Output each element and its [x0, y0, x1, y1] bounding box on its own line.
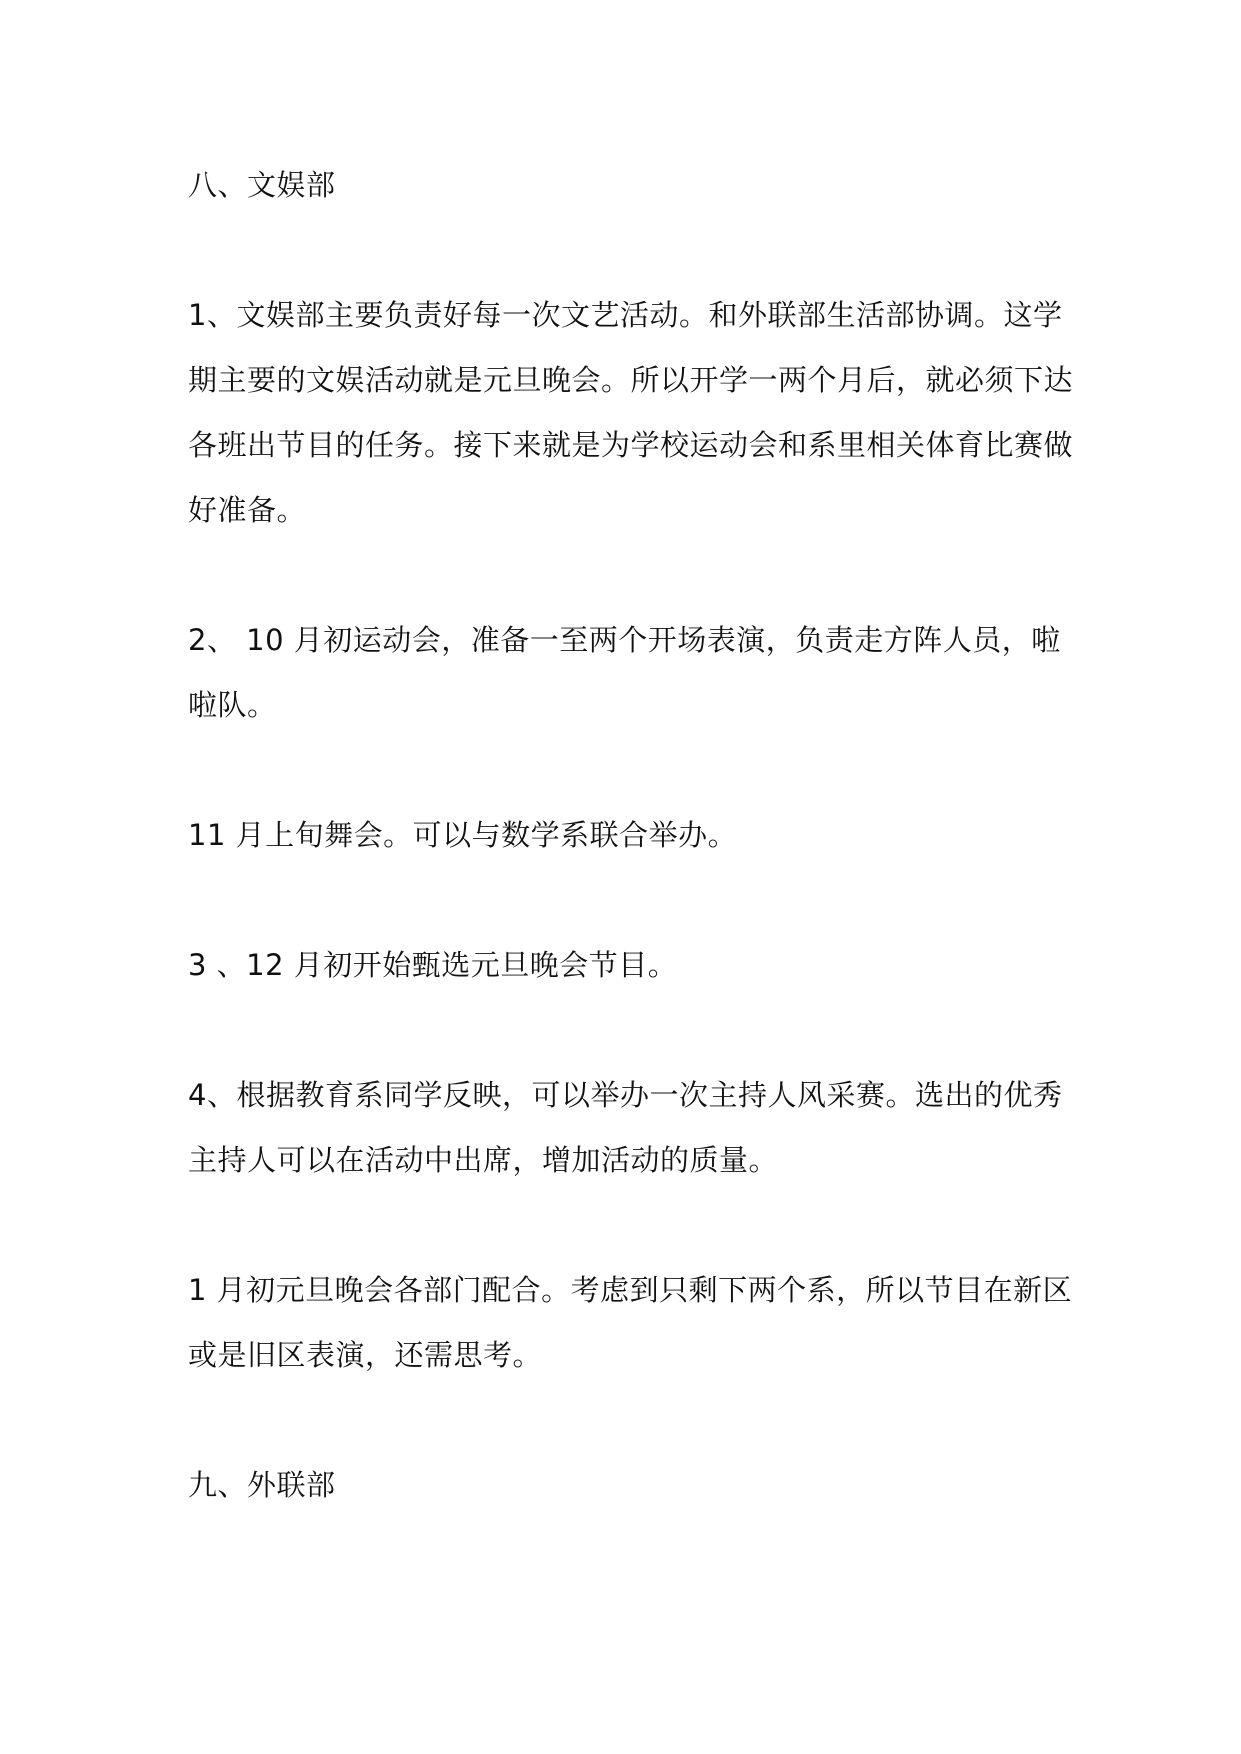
item-1-line-3: 各班出节目的任务。接下来就是为学校运动会和系里相关体育比赛做 [188, 428, 1074, 462]
january-note-line-2: 或是旧区表演，还需思考。 [188, 1338, 543, 1372]
section-heading-external-relations: 九、外联部 [188, 1468, 336, 1502]
item-2-line-1: 2、 10 月初运动会，准备一至两个开场表演，负责走方阵人员，啦 [188, 623, 1061, 657]
november-note: 11 月上旬舞会。可以与数学系联合举办。 [188, 818, 738, 852]
item-4-line-1: 4、根据教育系同学反映，可以举办一次主持人风采赛。选出的优秀 [188, 1078, 1063, 1112]
section-heading-entertainment: 八、文娱部 [188, 168, 336, 202]
item-4-line-2: 主持人可以在活动中出席，增加活动的质量。 [188, 1143, 779, 1177]
item-2-line-2: 啦队。 [188, 688, 277, 722]
item-3: 3 、12 月初开始甄选元旦晚会节目。 [188, 948, 678, 982]
item-1-line-4: 好准备。 [188, 493, 307, 527]
january-note-line-1: 1 月初元旦晚会各部门配合。考虑到只剩下两个系，所以节目在新区 [188, 1273, 1073, 1307]
item-1-line-2: 期主要的文娱活动就是元旦晚会。所以开学一两个月后，就必须下达 [188, 363, 1074, 397]
item-1-line-1: 1、文娱部主要负责好每一次文艺活动。和外联部生活部协调。这学 [188, 298, 1063, 332]
